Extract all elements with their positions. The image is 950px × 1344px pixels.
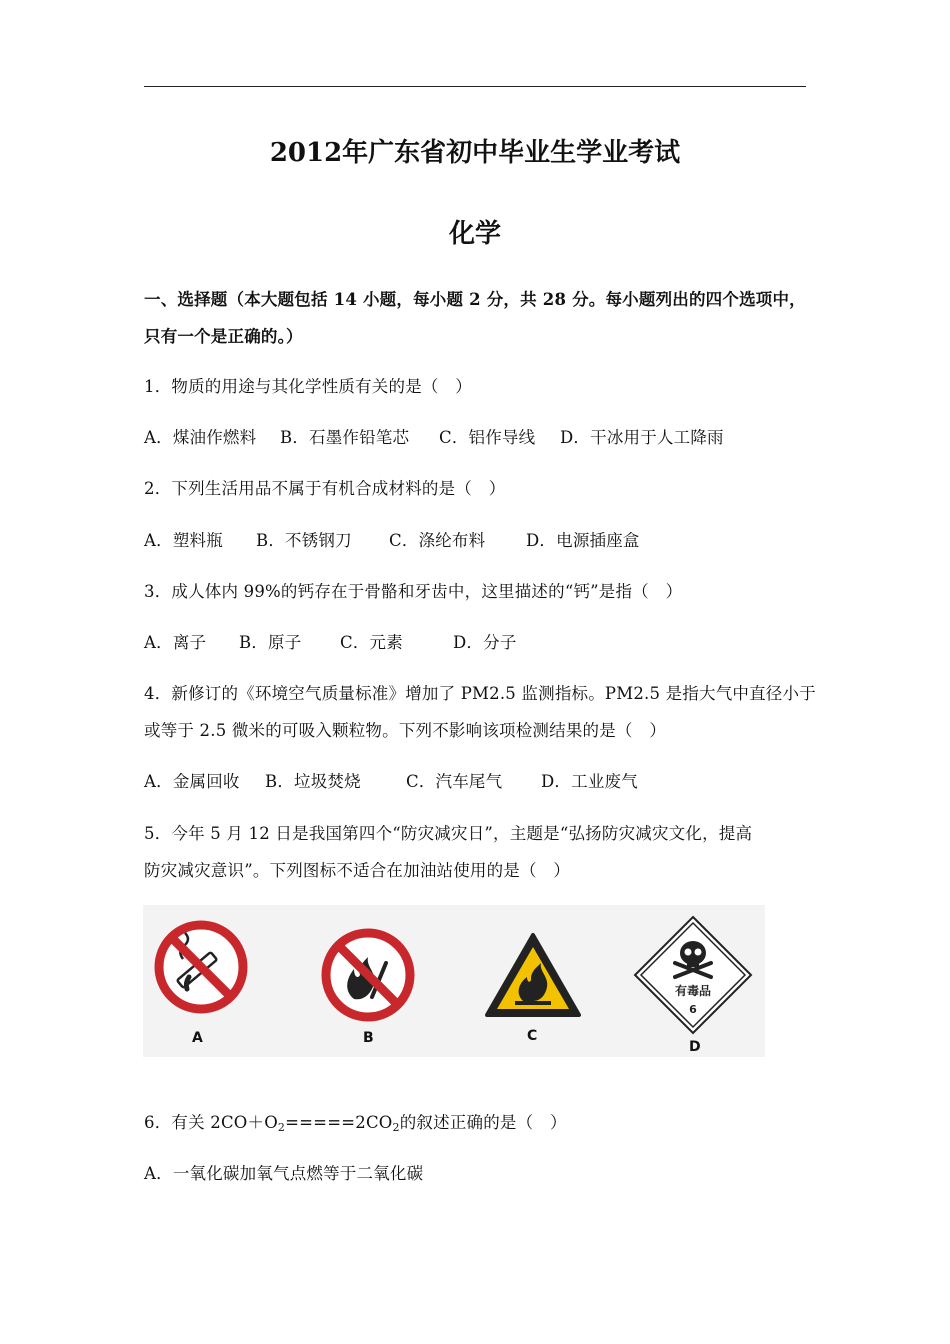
sign-label-a: A — [192, 1030, 203, 1046]
question-2-options — [144, 527, 640, 551]
subject-title: 化学 — [448, 219, 501, 249]
option-d: D．工业废气 — [541, 772, 638, 791]
option-c: C．汽车尾气 — [406, 772, 503, 791]
option-b: B．石墨作铅笔芯 — [280, 428, 410, 447]
option-a: A．煤油作燃料 — [144, 428, 257, 447]
toxic-class-number: 6 — [689, 1003, 697, 1016]
option-d: D．分子 — [453, 633, 517, 652]
option-a: A．塑料瓶 — [144, 531, 223, 550]
section-heading-line2: 只有一个是正确的。） — [144, 327, 303, 346]
option-b: B．不锈钢刀 — [256, 531, 352, 550]
safety-signs-figure — [143, 905, 765, 1057]
sign-label-c: C — [527, 1028, 538, 1044]
option-a: A．金属回收 — [144, 772, 240, 791]
no-smoking-icon — [153, 919, 249, 1015]
flammable-warning-icon — [483, 931, 583, 1021]
exam-title: 2012年广东省初中毕业生学业考试 — [269, 138, 681, 168]
sign-label-b: B — [363, 1030, 374, 1046]
question-6-option-a: A．一氧化碳加氧气点燃等于二氧化碳 — [144, 1164, 424, 1183]
question-1-options — [144, 424, 724, 448]
question-1-stem: 1．物质的用途与其化学性质有关的是（ ） — [144, 377, 472, 396]
option-b: B．垃圾焚烧 — [265, 772, 361, 791]
question-4-stem-line1: 4．新修订的《环境空气质量标准》增加了 PM2.5 监测指标。PM2.5 是指大气中直径小于 — [144, 684, 816, 703]
section-heading-line1: 一、选择题（本大题包括 14 小题，每小题 2 分，共 28 分。每小题列出的四个选项中， — [144, 290, 806, 309]
question-3-options — [144, 629, 517, 653]
question-4-stem-line2: 或等于 2.5 微米的可吸入颗粒物。下列不影响该项检测结果的是（ ） — [144, 721, 667, 740]
toxic-label-text: 有毒品 — [674, 984, 712, 998]
option-c: C．铝作导线 — [439, 428, 536, 447]
sign-label-d: D — [689, 1039, 701, 1055]
question-4-options — [144, 768, 638, 792]
toxic-substance-icon — [631, 913, 755, 1037]
option-a: A．离子 — [144, 633, 207, 652]
header-rule — [144, 86, 806, 87]
option-d: D．电源插座盒 — [526, 531, 640, 550]
question-6-stem: 6．有关 $2CO+O_2=====2CO_2$的叙述正确的是（ ） — [144, 1113, 567, 1134]
option-d: D．干冰用于人工降雨 — [560, 428, 724, 447]
no-open-flame-icon — [320, 927, 416, 1023]
question-5-stem-line1: 5．今年 5 月 12 日是我国第四个“防灾减灾日”，主题是“弘扬防灾减灾文化，提高 — [144, 824, 753, 843]
option-c: C．涤纶布料 — [389, 531, 486, 550]
question-5-stem-line2: 防灾减灾意识”。下列图标不适合在加油站使用的是（ ） — [144, 861, 571, 880]
option-b: B．原子 — [239, 633, 302, 652]
question-3-stem: 3．成人体内 99%的钙存在于骨骼和牙齿中，这里描述的“钙”是指（ ） — [144, 582, 683, 601]
option-c: C．元素 — [340, 633, 403, 652]
question-2-stem: 2．下列生活用品不属于有机合成材料的是（ ） — [144, 479, 506, 498]
